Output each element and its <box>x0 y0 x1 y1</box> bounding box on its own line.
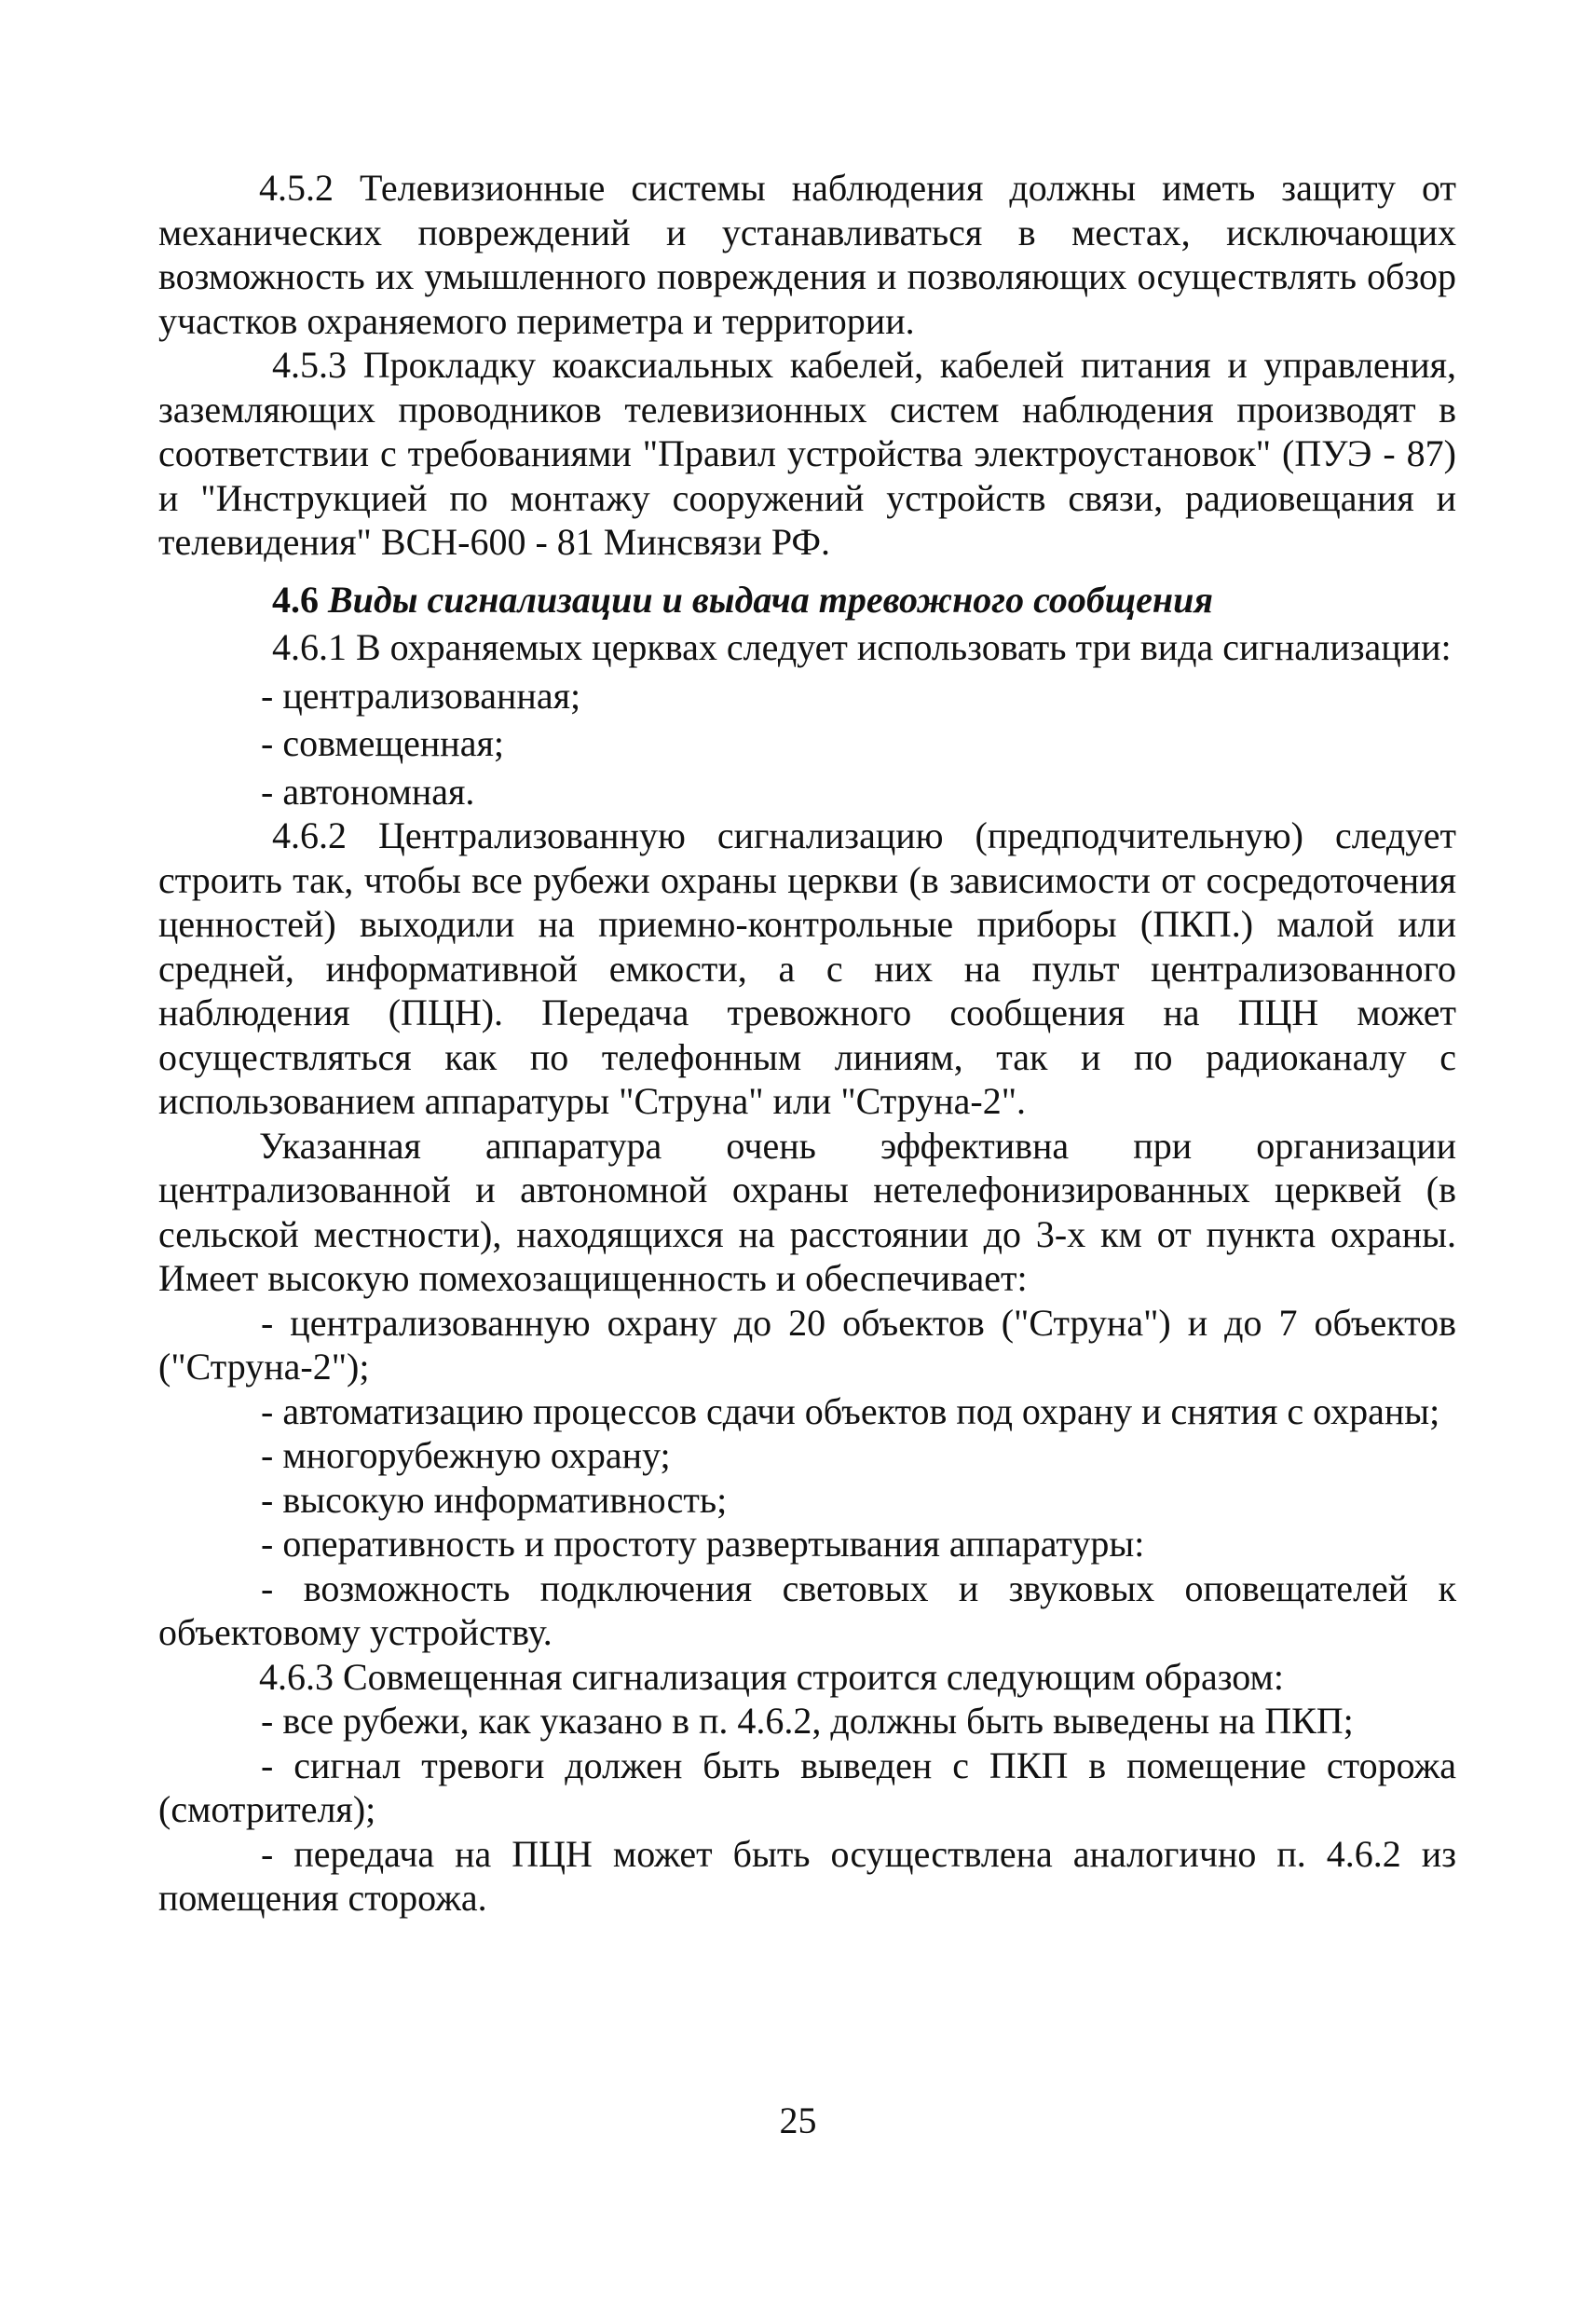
list-item: - автономная. <box>261 770 475 813</box>
list-item: - централизованная; <box>261 674 581 717</box>
list-item: - все рубежи, как указано в п. 4.6.2, должны быть выведены на ПКП; <box>261 1700 1354 1742</box>
list-item: - многорубежную охрану; <box>261 1434 671 1476</box>
list-item: - централизованную охрану до 20 объектов ("Струна") и до 7 объектов ("Струна-2"); <box>158 1301 1456 1388</box>
combined-alarm-list <box>158 1699 1456 1921</box>
list-item: - возможность подключения световых и звуковых оповещателей к объектовому устройству. <box>158 1566 1456 1653</box>
paragraph-apparatus: Указанная аппаратура очень эффективна при организации централизованной и автономной охраны нетелефонизированных церквей (в сельской местности), находящихся на расстоянии до 3-х км от пункта охраны. Имеет высокую помехозащищенность и обеспечивает: <box>158 1124 1456 1299</box>
paragraph-4-5-3: 4.5.3 Прокладку коаксиальных кабелей, кабелей питания и управления, заземляющих проводников телевизионных систем наблюдения производят в соответствии с требованиями "Правил устройства электроустановок" (ПУЭ - 87) и "Инструкцией по монтажу сооружений устройств связи, радиовещания и телевидения" ВСН-600 - 81 Минсвязи РФ. <box>158 344 1456 563</box>
page-number: 25 <box>779 2099 817 2141</box>
section-number: 4.6 <box>272 578 319 621</box>
list-item: - высокую информативность; <box>261 1478 728 1521</box>
paragraph-4-5-2: 4.5.2 Телевизионные системы наблюдения должны иметь защиту от механических повреждений и устанавливаться в местах, исключающих возможность их умышленного повреждения и позволяющих осуществлять обзор участков охраняемого периметра и территории. <box>158 167 1456 342</box>
list-item: - передача на ПЦН может быть осуществлена аналогично п. 4.6.2 из помещения сторожа. <box>158 1832 1456 1919</box>
section-heading-4-6 <box>158 578 1456 622</box>
list-item: - совмещенная; <box>261 722 504 764</box>
list-item: - сигнал тревоги должен быть выведен с ПКП в помещение сторожа (смотрителя); <box>158 1744 1456 1830</box>
apparatus-list <box>158 1301 1456 1655</box>
list-item: - автоматизацию процессов сдачи объектов под охрану и снятия с охраны; <box>261 1389 1440 1432</box>
document-page <box>158 166 1456 1921</box>
list-item: - оперативность и простоту развертывания аппаратуры: <box>261 1523 1145 1565</box>
paragraph-4-6-2: 4.6.2 Централизованную сигнализацию (предподчительную) следует строить так, чтобы все рубежи охраны церкви (в зависимости от сосредоточения ценностей) выходили на приемно-контрольные приборы (ПКП.) малой или средней, информативной емкости, а с них на пульт централизованного наблюдения (ПЦН). Передача тревожного сообщения на ПЦН может осуществляться как по телефонным линиям, так и по радиоканалу с использованием аппаратуры "Струна" или "Струна-2". <box>158 814 1456 1122</box>
paragraph-4-6-3: 4.6.3 Совмещенная сигнализация строится следующим образом: <box>259 1655 1284 1698</box>
section-title: Виды сигнализации и выдача тревожного сообщения <box>328 578 1213 621</box>
paragraph-4-6-1: 4.6.1 В охраняемых церквах следует использовать три вида сигнализации: <box>272 626 1452 668</box>
